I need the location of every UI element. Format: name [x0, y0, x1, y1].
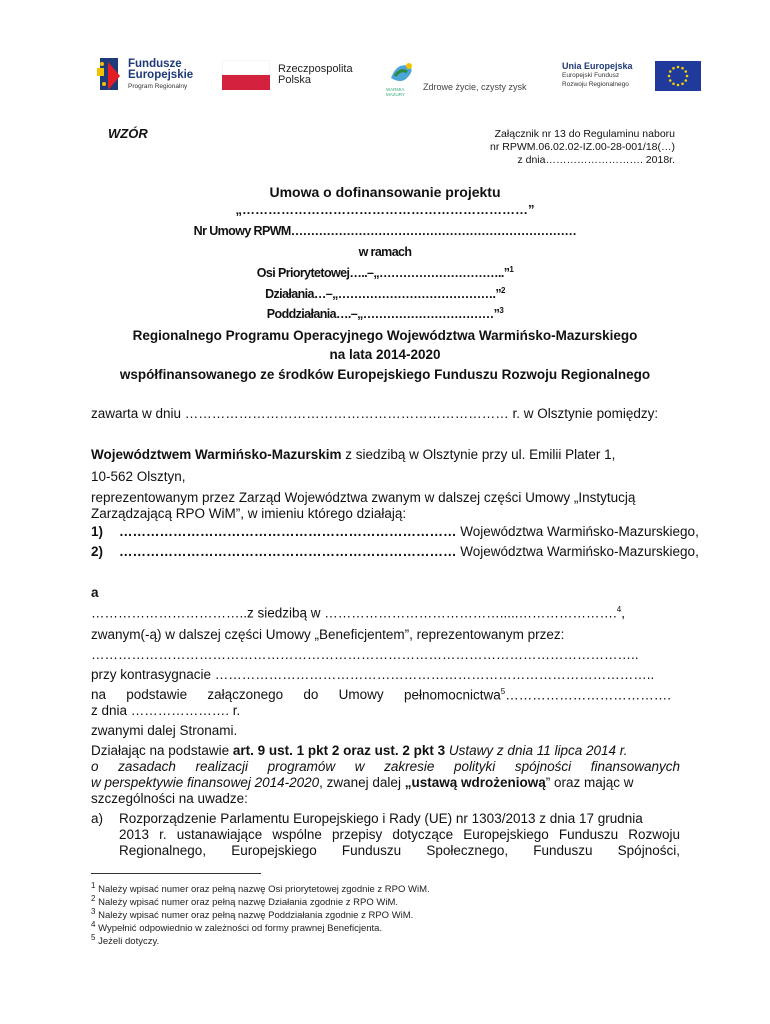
legal-basis-line-2: o zasadach realizacji programów w zakresie polityki spójności finansowanych [91, 759, 680, 774]
eu-star [669, 70, 672, 73]
parties-line: zwanymi dalej Stronami. [91, 723, 238, 738]
contract-number: Nr Umowy RPWM……………………………………………………………… [193, 224, 577, 238]
beneficiary-line: zwanym(-ą) w dalszej części Umowy „Beneficjentem”, reprezentowanym przez: [91, 627, 565, 642]
project-name-field: „…………………………………………………………” [235, 202, 535, 217]
fundusze-europejskie-logo [94, 54, 124, 94]
eu-star [672, 82, 675, 85]
legal-basis-line-4: szczególności na uwadze: [91, 791, 248, 806]
signatory-1: ………………………………………………………………… Województwa Warmińsko-Mazurskiego, [119, 524, 699, 539]
eu-star [668, 75, 671, 78]
eu-star [684, 79, 687, 82]
cofinancing-line: współfinansowanego ze środków Europejskiego Funduszu Rozwoju Regionalnego [119, 367, 651, 382]
legal-basis-line-3: w perspektywie finansowej 2014-2020, zwanej dalej „ustawą wdrożeniową” oraz mając w [91, 775, 634, 790]
signatory-2-number: 2) [91, 544, 104, 559]
legal-basis-line-1: Działając na podstawie art. 9 ust. 1 pkt 2 oraz ust. 2 pkt 3 Ustawy z dnia 11 lipca 2014 r. [91, 743, 628, 758]
eu-star [677, 84, 680, 87]
eu-star [681, 82, 684, 85]
footnote-4: $^4$ Wypełnić odpowiednio w zależności od formy prawnej Beneficjenta. [91, 920, 383, 935]
annex-line-2: nr RPWM.06.02.02-IZ.00-28-001/18(…) [490, 141, 675, 153]
rzeczpospolita-text: Rzeczpospolita Polska [278, 63, 353, 86]
date-line: z dnia …………………. r. [91, 703, 241, 718]
eu-star [672, 67, 675, 70]
polish-flag-logo [222, 60, 270, 90]
point-a-number: a) [91, 811, 104, 826]
footnote-2: $^2$ Należy wpisać numer oraz pełną nazwę Działania zgodnie z RPO WiM. [91, 894, 398, 909]
logo-bar [0, 50, 770, 100]
representative-dots: ………………………………………………………………………………………………………….. [91, 647, 639, 662]
program-years: na lata 2014-2020 [329, 347, 441, 362]
party-voivodeship: Województwem Warmińsko-Mazurskim z siedzibą w Olsztynie przy ul. Emilii Plater 1, [91, 447, 616, 462]
eu-star [677, 66, 680, 69]
power-of-attorney-line: na podstawie załączonego do Umowy pełnomocnictwa$^5$………………………………. [91, 687, 671, 703]
eu-star [684, 70, 687, 73]
warmia-mazury-logo [387, 60, 417, 86]
contract-date-line: zawarta w dniu ……………………………………………………………… r. w Olsztynie pomiędzy: [91, 406, 659, 421]
eu-star [669, 79, 672, 82]
eu-flag-logo [655, 61, 701, 91]
signatory-2: ………………………………………………………………… Województwa Warmińsko-Mazurskiego, [119, 544, 699, 559]
priority-axis: Osi Priorytetowej…..–„…………………………..”$^1$ [256, 265, 514, 281]
beneficiary-seat-line: ……………………………..z siedzibą w ………………………………….....………………….$^4$, [91, 605, 626, 621]
point-a-line-3: Regionalnego, Europejskiego Funduszu Społecznego, Funduszu Spójności, [119, 843, 680, 858]
footnote-1: $^1$ Należy wpisać numer oraz pełną nazwę Osi priorytetowej zgodnie z RPO WiM. [91, 881, 430, 896]
action-line: Działania…–„………………………………….”$^2$ [265, 286, 505, 302]
represented-line-2: Zarządzającą RPO WiM”, w imieniu którego działają: [91, 506, 407, 521]
fundusze-europejskie-text: Fundusze Europejskie Program Regionalny [128, 58, 194, 90]
conjunction-a: a [91, 585, 99, 600]
point-a-line-1: Rozporządzenie Parlamentu Europejskiego i Rady (UE) nr 1303/2013 z dnia 17 grudnia [119, 811, 643, 826]
eu-star [681, 67, 684, 70]
footnote-separator [91, 873, 261, 874]
annex-line-1: Załącznik nr 13 do Regulaminu naboru [494, 128, 675, 140]
footnote-3: $^3$ Należy wpisać numer oraz pełną nazwę Poddziałania zgodnie z RPO WiM. [91, 907, 414, 922]
annex-line-3: z dnia………………………. 2018r. [517, 154, 675, 166]
ue-text: Unia Europejska Europejski Fundusz Rozwoju Regionalnego [562, 61, 633, 88]
wzor-label: WZÓR [108, 126, 148, 141]
w-ramach: w ramach [358, 245, 412, 259]
contract-title: Umowa o dofinansowanie projektu [269, 184, 501, 200]
warmia-mazury-label: WARMIA MAZURY [386, 87, 405, 97]
countersignature-line: przy kontrasygnacie …………………………………………………………………………………….. [91, 667, 655, 682]
eu-star [686, 75, 689, 78]
footnote-5: $^5$ Jeżeli dotyczy. [91, 933, 160, 948]
address-line: 10-562 Olsztyn, [91, 469, 186, 484]
represented-line-1: reprezentowanym przez Zarząd Województwa zwanym w dalszej części Umowy „Instytucją [91, 490, 636, 505]
program-name: Regionalnego Programu Operacyjnego Województwa Warmińsko-Mazurskiego [132, 328, 638, 343]
signatory-1-number: 1) [91, 524, 104, 539]
point-a-line-2: 2013 r. ustanawiające wspólne przepisy dotyczące Europejskiego Funduszu Rozwoju [119, 827, 680, 842]
slogan-text: Zdrowe życie, czysty zysk [423, 82, 527, 92]
subaction-line: Poddziałania….–„……………………………”$^3$ [266, 306, 504, 322]
